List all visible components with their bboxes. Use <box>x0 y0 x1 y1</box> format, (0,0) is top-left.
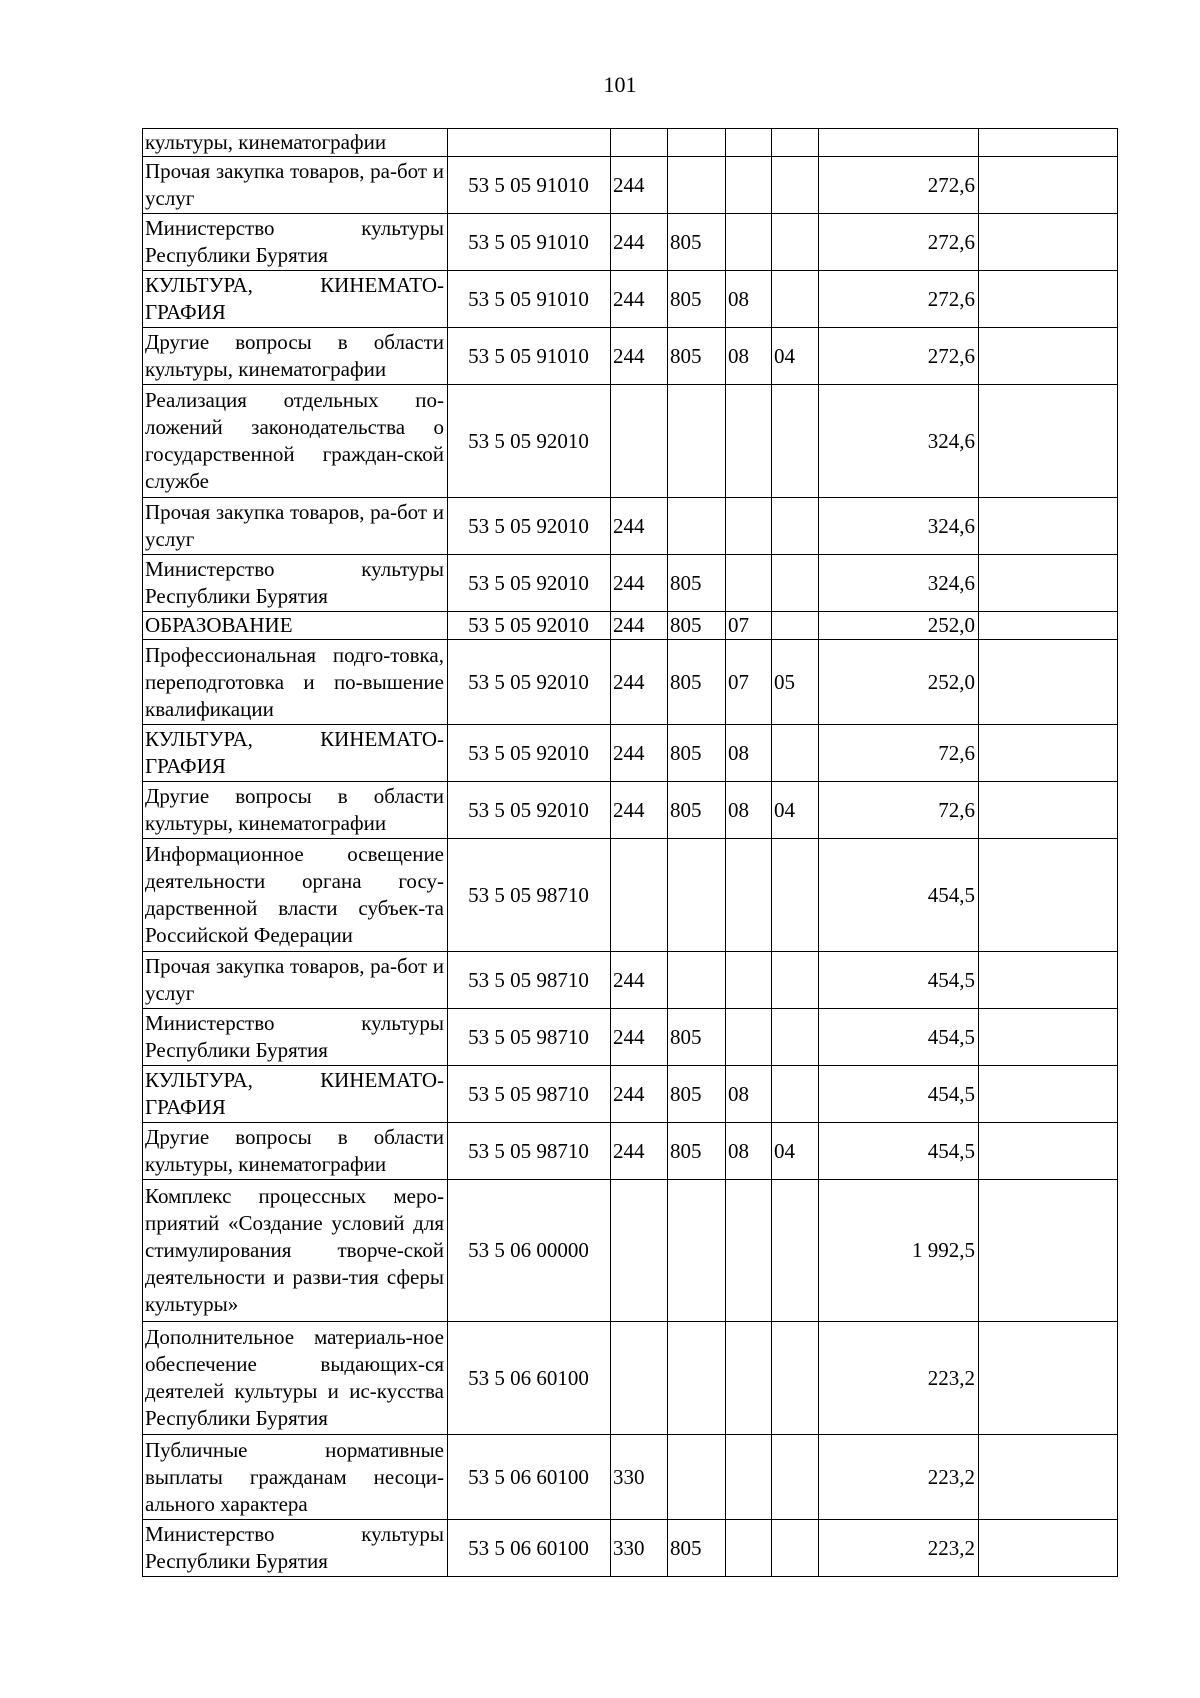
cell-extra <box>979 952 1118 1009</box>
cell-name: Министерство культуры Республики Бурятия <box>143 1009 448 1066</box>
table-row <box>143 157 1118 214</box>
cell-ministry-code: 805 <box>668 725 726 782</box>
cell-name: Реализация отдельных по-ложений законодательства о государственной граждан-ской службе <box>143 385 448 498</box>
cell-section <box>726 1520 772 1577</box>
cell-name: Профессиональная подго-товка, переподготовка и по-вышение квалификации <box>143 640 448 725</box>
cell-name: КУЛЬТУРА, КИНЕМАТО-ГРАФИЯ <box>143 725 448 782</box>
cell-ministry-code: 805 <box>668 328 726 385</box>
cell-amount: 454,5 <box>819 1009 979 1066</box>
cell-subsection <box>772 1009 819 1066</box>
cell-subsection <box>772 952 819 1009</box>
cell-name: Другие вопросы в области культуры, кинематографии <box>143 1123 448 1180</box>
cell-subsection <box>772 612 819 640</box>
cell-section <box>726 1322 772 1435</box>
cell-name: культуры, кинематографии <box>143 129 448 157</box>
cell-ministry-code <box>668 498 726 555</box>
cell-subsection <box>772 1520 819 1577</box>
cell-name: Другие вопросы в области культуры, кинематографии <box>143 328 448 385</box>
cell-target-code: 53 5 05 98710 <box>448 1123 611 1180</box>
cell-section: 08 <box>726 782 772 839</box>
cell-section: 08 <box>726 1066 772 1123</box>
cell-section: 08 <box>726 271 772 328</box>
table-row <box>143 498 1118 555</box>
cell-ministry-code: 805 <box>668 640 726 725</box>
table-row <box>143 385 1118 498</box>
cell-expense-type: 244 <box>611 952 668 1009</box>
cell-subsection: 04 <box>772 1123 819 1180</box>
cell-expense-type: 244 <box>611 1009 668 1066</box>
cell-subsection <box>772 498 819 555</box>
budget-table-body <box>143 129 1118 1577</box>
cell-expense-type <box>611 385 668 498</box>
cell-amount: 454,5 <box>819 1123 979 1180</box>
cell-target-code: 53 5 05 91010 <box>448 328 611 385</box>
cell-amount: 252,0 <box>819 612 979 640</box>
cell-extra <box>979 1009 1118 1066</box>
cell-expense-type: 244 <box>611 271 668 328</box>
cell-amount: 324,6 <box>819 498 979 555</box>
cell-name: Прочая закупка товаров, ра-бот и услуг <box>143 952 448 1009</box>
cell-extra <box>979 1322 1118 1435</box>
cell-section <box>726 839 772 952</box>
cell-extra <box>979 612 1118 640</box>
cell-extra <box>979 157 1118 214</box>
cell-amount: 454,5 <box>819 952 979 1009</box>
cell-name: Министерство культуры Республики Бурятия <box>143 1520 448 1577</box>
cell-amount: 324,6 <box>819 555 979 612</box>
cell-amount: 272,6 <box>819 271 979 328</box>
cell-name: КУЛЬТУРА, КИНЕМАТО-ГРАФИЯ <box>143 1066 448 1123</box>
cell-ministry-code <box>668 129 726 157</box>
cell-extra <box>979 498 1118 555</box>
cell-expense-type: 330 <box>611 1435 668 1520</box>
cell-extra <box>979 129 1118 157</box>
cell-name: Другие вопросы в области культуры, кинематографии <box>143 782 448 839</box>
cell-name: Комплекс процессных меро-приятий «Создание условий для стимулирования творче-ской деятельности и разви-тия сферы культуры» <box>143 1180 448 1322</box>
cell-extra <box>979 782 1118 839</box>
cell-name: КУЛЬТУРА, КИНЕМАТО-ГРАФИЯ <box>143 271 448 328</box>
cell-section <box>726 385 772 498</box>
cell-subsection <box>772 839 819 952</box>
table-row <box>143 612 1118 640</box>
cell-target-code: 53 5 06 00000 <box>448 1180 611 1322</box>
cell-subsection <box>772 1180 819 1322</box>
cell-extra <box>979 1435 1118 1520</box>
cell-section <box>726 129 772 157</box>
cell-extra <box>979 1123 1118 1180</box>
cell-subsection: 04 <box>772 782 819 839</box>
cell-expense-type <box>611 839 668 952</box>
cell-subsection: 04 <box>772 328 819 385</box>
cell-subsection <box>772 555 819 612</box>
cell-target-code: 53 5 05 92010 <box>448 640 611 725</box>
cell-target-code: 53 5 05 92010 <box>448 555 611 612</box>
cell-expense-type: 244 <box>611 157 668 214</box>
cell-subsection <box>772 1066 819 1123</box>
cell-extra <box>979 214 1118 271</box>
cell-target-code: 53 5 05 92010 <box>448 385 611 498</box>
cell-amount: 272,6 <box>819 328 979 385</box>
cell-ministry-code <box>668 385 726 498</box>
table-row <box>143 1066 1118 1123</box>
cell-ministry-code <box>668 952 726 1009</box>
cell-section <box>726 214 772 271</box>
cell-section <box>726 1180 772 1322</box>
cell-ministry-code <box>668 157 726 214</box>
cell-expense-type <box>611 1180 668 1322</box>
cell-amount: 272,6 <box>819 214 979 271</box>
cell-expense-type: 244 <box>611 214 668 271</box>
cell-expense-type: 244 <box>611 1066 668 1123</box>
cell-target-code: 53 5 05 91010 <box>448 271 611 328</box>
table-row <box>143 1180 1118 1322</box>
cell-expense-type: 244 <box>611 328 668 385</box>
cell-ministry-code <box>668 1322 726 1435</box>
cell-ministry-code: 805 <box>668 1123 726 1180</box>
cell-expense-type <box>611 129 668 157</box>
cell-target-code: 53 5 05 91010 <box>448 214 611 271</box>
cell-amount: 1 992,5 <box>819 1180 979 1322</box>
cell-expense-type: 244 <box>611 612 668 640</box>
cell-ministry-code: 805 <box>668 555 726 612</box>
table-row <box>143 1435 1118 1520</box>
cell-target-code: 53 5 05 92010 <box>448 725 611 782</box>
cell-target-code: 53 5 05 98710 <box>448 839 611 952</box>
cell-amount: 72,6 <box>819 782 979 839</box>
cell-ministry-code: 805 <box>668 782 726 839</box>
cell-target-code: 53 5 05 98710 <box>448 1009 611 1066</box>
cell-section <box>726 1435 772 1520</box>
table-row <box>143 271 1118 328</box>
table-row <box>143 640 1118 725</box>
cell-ministry-code <box>668 1435 726 1520</box>
table-row <box>143 1520 1118 1577</box>
cell-expense-type: 244 <box>611 725 668 782</box>
cell-ministry-code <box>668 839 726 952</box>
cell-extra <box>979 328 1118 385</box>
table-row <box>143 952 1118 1009</box>
cell-subsection <box>772 214 819 271</box>
table-row <box>143 839 1118 952</box>
table-row <box>143 129 1118 157</box>
cell-ministry-code: 805 <box>668 1066 726 1123</box>
cell-expense-type: 244 <box>611 782 668 839</box>
cell-extra <box>979 385 1118 498</box>
cell-target-code: 53 5 05 92010 <box>448 612 611 640</box>
table-row <box>143 1322 1118 1435</box>
cell-name: Прочая закупка товаров, ра-бот и услуг <box>143 498 448 555</box>
cell-section <box>726 498 772 555</box>
cell-subsection <box>772 385 819 498</box>
cell-extra <box>979 555 1118 612</box>
cell-target-code: 53 5 06 60100 <box>448 1520 611 1577</box>
cell-extra <box>979 640 1118 725</box>
cell-extra <box>979 1520 1118 1577</box>
page-number: 101 <box>603 72 637 97</box>
cell-section: 08 <box>726 725 772 782</box>
cell-amount: 223,2 <box>819 1435 979 1520</box>
table-row <box>143 555 1118 612</box>
cell-section <box>726 1009 772 1066</box>
cell-name: Дополнительное материаль-ное обеспечение выдающих-ся деятелей культуры и ис-кусства Республики Бурятия <box>143 1322 448 1435</box>
cell-target-code: 53 5 05 91010 <box>448 157 611 214</box>
cell-extra <box>979 1066 1118 1123</box>
table-row <box>143 328 1118 385</box>
cell-target-code: 53 5 05 92010 <box>448 782 611 839</box>
budget-table <box>142 128 1118 1577</box>
cell-section: 07 <box>726 612 772 640</box>
cell-amount: 223,2 <box>819 1322 979 1435</box>
cell-extra <box>979 1180 1118 1322</box>
cell-section <box>726 952 772 1009</box>
cell-name: Министерство культуры Республики Бурятия <box>143 214 448 271</box>
table-row <box>143 1009 1118 1066</box>
cell-expense-type: 244 <box>611 1123 668 1180</box>
cell-subsection <box>772 1322 819 1435</box>
cell-subsection <box>772 129 819 157</box>
cell-amount: 272,6 <box>819 157 979 214</box>
cell-subsection <box>772 157 819 214</box>
cell-subsection <box>772 725 819 782</box>
table-row <box>143 214 1118 271</box>
cell-ministry-code: 805 <box>668 1009 726 1066</box>
cell-ministry-code: 805 <box>668 214 726 271</box>
cell-extra <box>979 271 1118 328</box>
cell-amount: 324,6 <box>819 385 979 498</box>
cell-name: Информационное освещение деятельности органа госу-дарственной власти субъек-та Российской Федерации <box>143 839 448 952</box>
cell-subsection <box>772 271 819 328</box>
cell-target-code: 53 5 06 60100 <box>448 1435 611 1520</box>
cell-amount: 454,5 <box>819 1066 979 1123</box>
cell-name: Министерство культуры Республики Бурятия <box>143 555 448 612</box>
cell-section <box>726 555 772 612</box>
cell-subsection <box>772 1435 819 1520</box>
cell-section: 08 <box>726 1123 772 1180</box>
cell-target-code <box>448 129 611 157</box>
cell-extra <box>979 839 1118 952</box>
table-row <box>143 782 1118 839</box>
cell-section: 07 <box>726 640 772 725</box>
cell-extra <box>979 725 1118 782</box>
table-row <box>143 1123 1118 1180</box>
cell-amount: 72,6 <box>819 725 979 782</box>
cell-ministry-code: 805 <box>668 1520 726 1577</box>
cell-target-code: 53 5 06 60100 <box>448 1322 611 1435</box>
cell-ministry-code <box>668 1180 726 1322</box>
cell-name: Прочая закупка товаров, ра-бот и услуг <box>143 157 448 214</box>
cell-target-code: 53 5 05 92010 <box>448 498 611 555</box>
table-row <box>143 725 1118 782</box>
cell-expense-type: 330 <box>611 1520 668 1577</box>
cell-target-code: 53 5 05 98710 <box>448 1066 611 1123</box>
cell-amount: 252,0 <box>819 640 979 725</box>
cell-section: 08 <box>726 328 772 385</box>
cell-name: Публичные нормативные выплаты гражданам несоци-ального характера <box>143 1435 448 1520</box>
cell-expense-type: 244 <box>611 640 668 725</box>
cell-ministry-code: 805 <box>668 271 726 328</box>
cell-expense-type: 244 <box>611 498 668 555</box>
cell-expense-type: 244 <box>611 555 668 612</box>
cell-amount: 454,5 <box>819 839 979 952</box>
cell-target-code: 53 5 05 98710 <box>448 952 611 1009</box>
cell-ministry-code: 805 <box>668 612 726 640</box>
cell-subsection: 05 <box>772 640 819 725</box>
cell-expense-type <box>611 1322 668 1435</box>
cell-amount <box>819 129 979 157</box>
cell-name: ОБРАЗОВАНИЕ <box>143 612 448 640</box>
cell-amount: 223,2 <box>819 1520 979 1577</box>
cell-section <box>726 157 772 214</box>
